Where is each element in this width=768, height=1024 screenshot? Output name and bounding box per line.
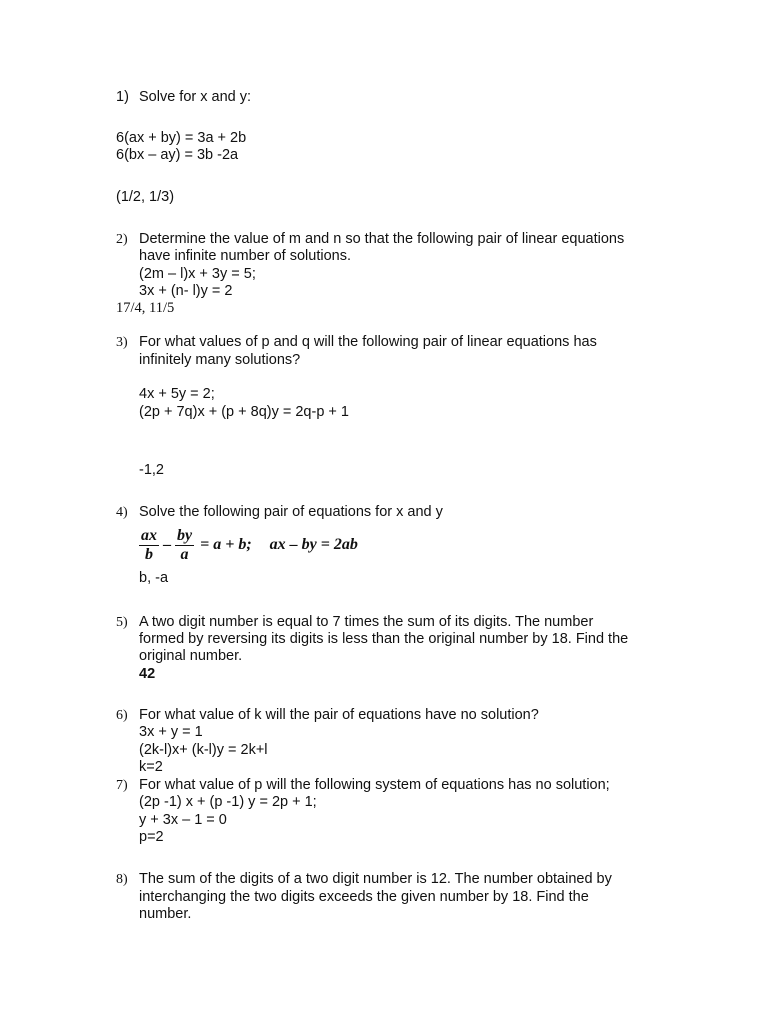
q5-text-line-1: A two digit number is equal to 7 times the sum of its digits. The number <box>139 614 594 630</box>
q8-text-line-2: interchanging the two digits exceeds the given number by 18. Find the <box>139 889 589 905</box>
q4-frac2-numerator: by <box>177 526 193 544</box>
q4-minus-sign: – <box>163 536 171 554</box>
q2-text-line-2: have infinite number of solutions. <box>139 248 351 264</box>
q8-text-line-3: number. <box>139 906 192 922</box>
q4-formula <box>139 524 358 566</box>
q2-number: 2) <box>116 232 128 247</box>
q4-frac1-denominator: b <box>145 545 153 563</box>
q3-number: 3) <box>116 335 128 350</box>
q7-number: 7) <box>116 778 128 793</box>
q4-frac1-numerator: ax <box>141 526 157 544</box>
q7-prompt: For what value of p will the following system of equations has no solution; <box>139 777 610 793</box>
q4-prompt: Solve the following pair of equations for x and y <box>139 504 443 520</box>
q8-number: 8) <box>116 872 128 887</box>
q4-fraction-ax-over-b <box>139 527 159 564</box>
q1-equation-2: 6(bx – ay) = 3b -2a <box>116 147 239 163</box>
q4-frac2-denominator: a <box>180 545 189 563</box>
q2-text-line-1: Determine the value of m and n so that the following pair of linear equations <box>139 231 625 247</box>
q3-text-line-1: For what values of p and q will the following pair of linear equations has <box>139 334 597 350</box>
q7-equation-1: (2p -1) x + (p -1) y = 2p + 1; <box>139 794 317 810</box>
q4-equation-1-rhs: = a + b; <box>200 536 252 554</box>
q1-prompt: Solve for x and y: <box>139 89 252 105</box>
q5-number: 5) <box>116 615 128 630</box>
q4-number: 4) <box>116 505 128 520</box>
q5-answer: 42 <box>139 666 156 682</box>
q4-answer: b, -a <box>139 570 169 586</box>
q3-answer: -1,2 <box>139 462 164 478</box>
q6-equation-1: 3x + y = 1 <box>139 724 203 740</box>
q6-answer: k=2 <box>139 759 163 775</box>
q7-answer: p=2 <box>139 829 164 845</box>
q4-fraction-by-over-a <box>175 527 194 564</box>
q3-equation-2: (2p + 7q)x + (p + 8q)y = 2q-p + 1 <box>139 404 349 420</box>
q3-equation-1: 4x + 5y = 2; <box>139 386 215 402</box>
q5-text-line-2: formed by reversing its digits is less than the original number by 18. Find the <box>139 631 629 647</box>
q2-equation-2: 3x + (n- l)y = 2 <box>139 283 233 299</box>
q3-text-line-2: infinitely many solutions? <box>139 352 301 368</box>
q1-equation-1: 6(ax + by) = 3a + 2b <box>116 130 247 146</box>
q4-equation-2: ax – by = 2ab <box>269 536 358 554</box>
q7-equation-2: y + 3x – 1 = 0 <box>139 812 227 828</box>
q1-number: 1) <box>116 89 129 105</box>
q6-equation-2: (2k-l)x+ (k-l)y = 2k+l <box>139 742 268 758</box>
q6-number: 6) <box>116 708 128 723</box>
q2-answer: 17/4, 11/5 <box>116 300 175 316</box>
q5-text-line-3: original number. <box>139 648 243 664</box>
q6-prompt: For what value of k will the pair of equations have no solution? <box>139 707 539 723</box>
q8-text-line-1: The sum of the digits of a two digit number is 12. The number obtained by <box>139 871 612 887</box>
q1-answer: (1/2, 1/3) <box>116 189 175 205</box>
q2-equation-1: (2m – l)x + 3y = 5; <box>139 266 256 282</box>
